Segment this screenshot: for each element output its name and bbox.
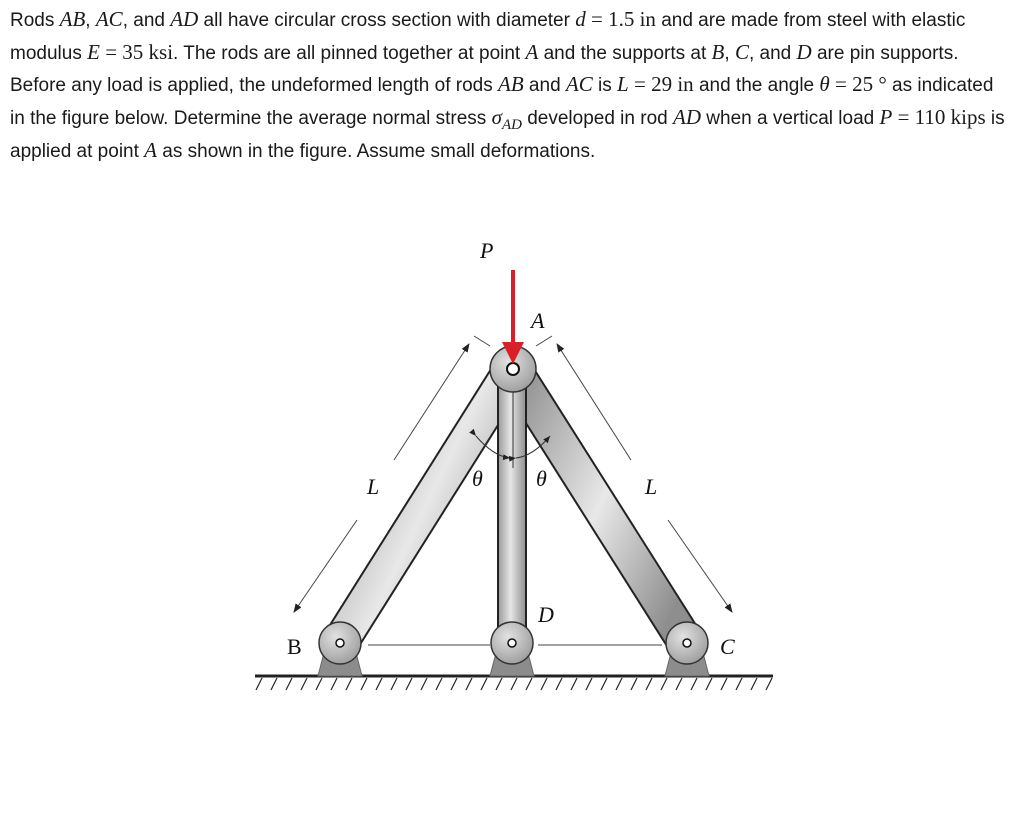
- pin-c: [666, 622, 708, 664]
- label-a: A: [531, 308, 545, 333]
- point-d-symbol: D: [796, 39, 812, 64]
- rod-ab-symbol: AB: [498, 72, 524, 96]
- point-a-symbol: A: [525, 39, 539, 64]
- problem-text: as indicated in the figure below. Determine the average normal stress: [10, 75, 994, 129]
- diameter-value: 1.5 in: [608, 7, 656, 31]
- modulus-value: 35 ksi: [122, 39, 174, 64]
- modulus-symbol: E: [87, 39, 100, 64]
- theta-symbol: θ: [819, 72, 830, 96]
- equals-sign: =: [628, 72, 652, 96]
- problem-text: is applied at point: [10, 107, 1005, 162]
- label-d: D: [538, 602, 554, 627]
- problem-text: developed in rod: [521, 107, 673, 129]
- problem-text: Rods: [10, 10, 60, 31]
- label-l-left: L: [367, 474, 380, 499]
- problem-text: , and: [122, 10, 171, 31]
- diameter-symbol: d: [575, 7, 586, 31]
- problem-text: and are made from steel with elastic modulus: [10, 10, 966, 64]
- label-l-right: L: [645, 474, 658, 499]
- sigma-subscript: AD: [501, 116, 522, 133]
- equals-sign: =: [892, 104, 915, 129]
- rod-ab: [325, 358, 527, 654]
- point-b-symbol: B: [711, 39, 725, 64]
- problem-text: as shown in the figure. Assume small deformations.: [157, 141, 596, 162]
- rod-ad: [498, 368, 526, 642]
- rod-ad-symbol: AD: [170, 7, 199, 31]
- label-b: B: [287, 634, 302, 659]
- label-c: C: [720, 634, 735, 659]
- label-theta-right: θ: [536, 466, 547, 491]
- pin-b: [319, 622, 361, 664]
- problem-text: , and: [748, 42, 797, 64]
- problem-text: all have circular cross section with diameter: [198, 10, 576, 31]
- rod-ac: [498, 358, 701, 654]
- problem-text: and the angle: [693, 75, 820, 96]
- load-value: 110 kips: [914, 104, 986, 129]
- point-c-symbol: C: [734, 39, 749, 64]
- load-symbol: P: [879, 104, 893, 129]
- rod-ac-symbol: AC: [95, 7, 123, 31]
- sigma-symbol: σ: [491, 104, 502, 129]
- dim-right-ext: [536, 336, 552, 346]
- problem-text: . The rods are all pinned together at point: [173, 42, 526, 64]
- pin-d: [491, 622, 533, 664]
- rod-ad-symbol: AD: [673, 104, 701, 129]
- rod-ac-symbol: AC: [565, 72, 593, 96]
- equals-sign: =: [99, 39, 123, 64]
- equals-sign: =: [829, 72, 853, 96]
- length-symbol: L: [617, 72, 629, 96]
- label-theta-left: θ: [472, 466, 483, 491]
- problem-text: when a vertical load: [701, 107, 880, 129]
- problem-text: ,: [724, 42, 735, 64]
- problem-text: and: [523, 75, 566, 96]
- problem-text: are pin supports. Before any load is applied, the undeformed length of rods: [10, 42, 959, 96]
- rod-ab-symbol: AB: [59, 7, 86, 31]
- length-value: 29 in: [651, 72, 694, 96]
- problem-text: is: [592, 75, 618, 96]
- problem-text: and the supports at: [538, 42, 712, 64]
- point-a-symbol: A: [144, 138, 157, 162]
- equals-sign: =: [585, 7, 609, 31]
- theta-value: 25 °: [852, 72, 887, 96]
- ground: [255, 676, 773, 690]
- problem-text: ,: [85, 10, 96, 31]
- label-p: P: [480, 238, 494, 263]
- dim-left-ext: [474, 336, 490, 346]
- ground-hatch: [256, 678, 772, 690]
